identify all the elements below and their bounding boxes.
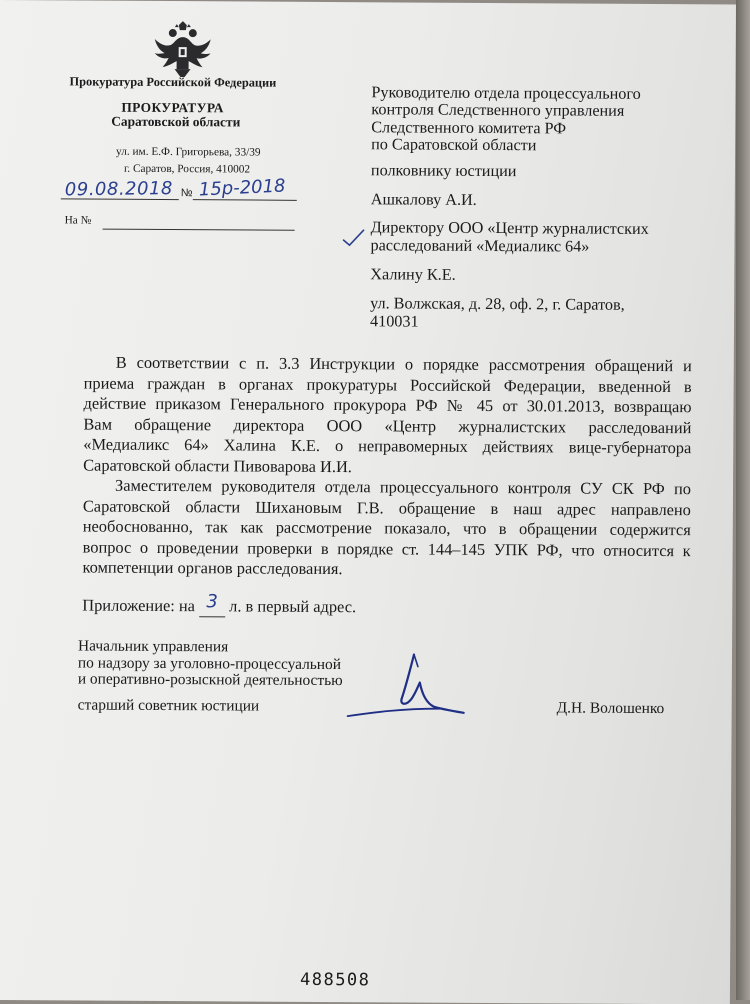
body-line: приема граждан в органах прокуратуры Российской Федерации, введенной в [83,373,692,396]
recipient-line: контроля Следственного управления [371,100,625,121]
director-line: Директору ООО «Центр журналистских [370,218,649,238]
signature [344,646,484,723]
director-line: расследований «Медиаликс 64» [370,236,590,256]
sender-address-street: ул. им. Е.Ф. Григорьева, 33/39 [116,145,261,159]
sender-address-city: г. Саратов, Россия, 410002 [123,162,251,176]
signatory-title-line: по надзору за уголовно-процессуальной [77,653,342,673]
attachment-line [82,591,357,619]
body-line: компетенции органов расследования. [82,557,343,579]
body-line: Саратовской области Шихановым Г.В. обращение в наш адрес направлено [82,496,691,519]
table-edge [736,0,750,1000]
body-paragraph-2 [82,476,691,582]
ref-label: На № [64,214,92,227]
serial-number: 488508 [299,969,371,991]
recipient-address-block [371,84,641,155]
attachment-count: 3 [206,591,218,613]
body-line: Вам обращение директора ООО «Центр журналистских расследований [83,414,692,437]
body-line: «Медиаликс 64» Халина К.Е. о неправомерных действиях вице-губернатора [83,434,692,458]
signatory-title-line: и оперативно-розыскной деятельностью [77,670,343,690]
checkmark-icon [341,228,365,248]
ref-underline [103,229,295,231]
director-block [370,218,648,256]
signatory-rank: старший советник юстиции [77,696,260,715]
sender-office-region: Саратовской области [111,113,241,130]
body-line: В соответствии с п. 3.3 Инструкции о порядке рассмотрения обращений и [115,352,692,376]
body-line: Заместителем руководителя отдела процессуального контроля СУ СК РФ по [114,475,692,499]
director-address-line: 410031 [369,312,419,331]
signatory-title [78,638,343,689]
double-headed-eagle-emblem [153,21,213,77]
attachment-suffix: л. в первый адрес. [229,596,357,617]
recipient-name: Ашкалову А.И. [370,190,477,209]
body-line: действие приказом Генерального прокурора РФ № 45 от 30.01.2013, возвращаю [83,393,692,417]
recipient-rank: полковнику юстиции [370,161,517,181]
number-separator: № [180,187,193,200]
director-address [370,294,625,332]
body-line: вопрос о проведении проверки в порядке ст. 144–145 УПК РФ, что относится к [82,537,691,560]
number-handwritten: 15р-2018 [198,175,286,201]
recipient-line: по Саратовской области [371,135,537,155]
director-name: Халину К.Е. [370,265,456,284]
body-line: Саратовской области Пивоварова И.И. [83,455,352,476]
attachment-count-field [199,591,225,617]
recipient-line: Руководителю отдела процессуального [371,83,641,103]
signatory-title-line: Начальник управления [78,637,229,656]
recipient-line: Следственного комитета РФ [371,118,567,138]
sender-org: Прокуратура Российской Федерации [69,74,277,90]
date-handwritten: 09.08.2018 [64,178,174,201]
signatory-name: Д.Н. Волошенко [556,699,665,718]
body-paragraph-1 [83,353,692,480]
director-address-line: ул. Волжская, д. 28, оф. 2, г. Саратов, [370,294,625,314]
sender-office-title: ПРОКУРАТУРА [121,99,224,116]
body-line: необоснованно, так как рассмотрение показало, что в обращении содержится [82,516,691,540]
attachment-prefix: Приложение: на [82,595,196,616]
